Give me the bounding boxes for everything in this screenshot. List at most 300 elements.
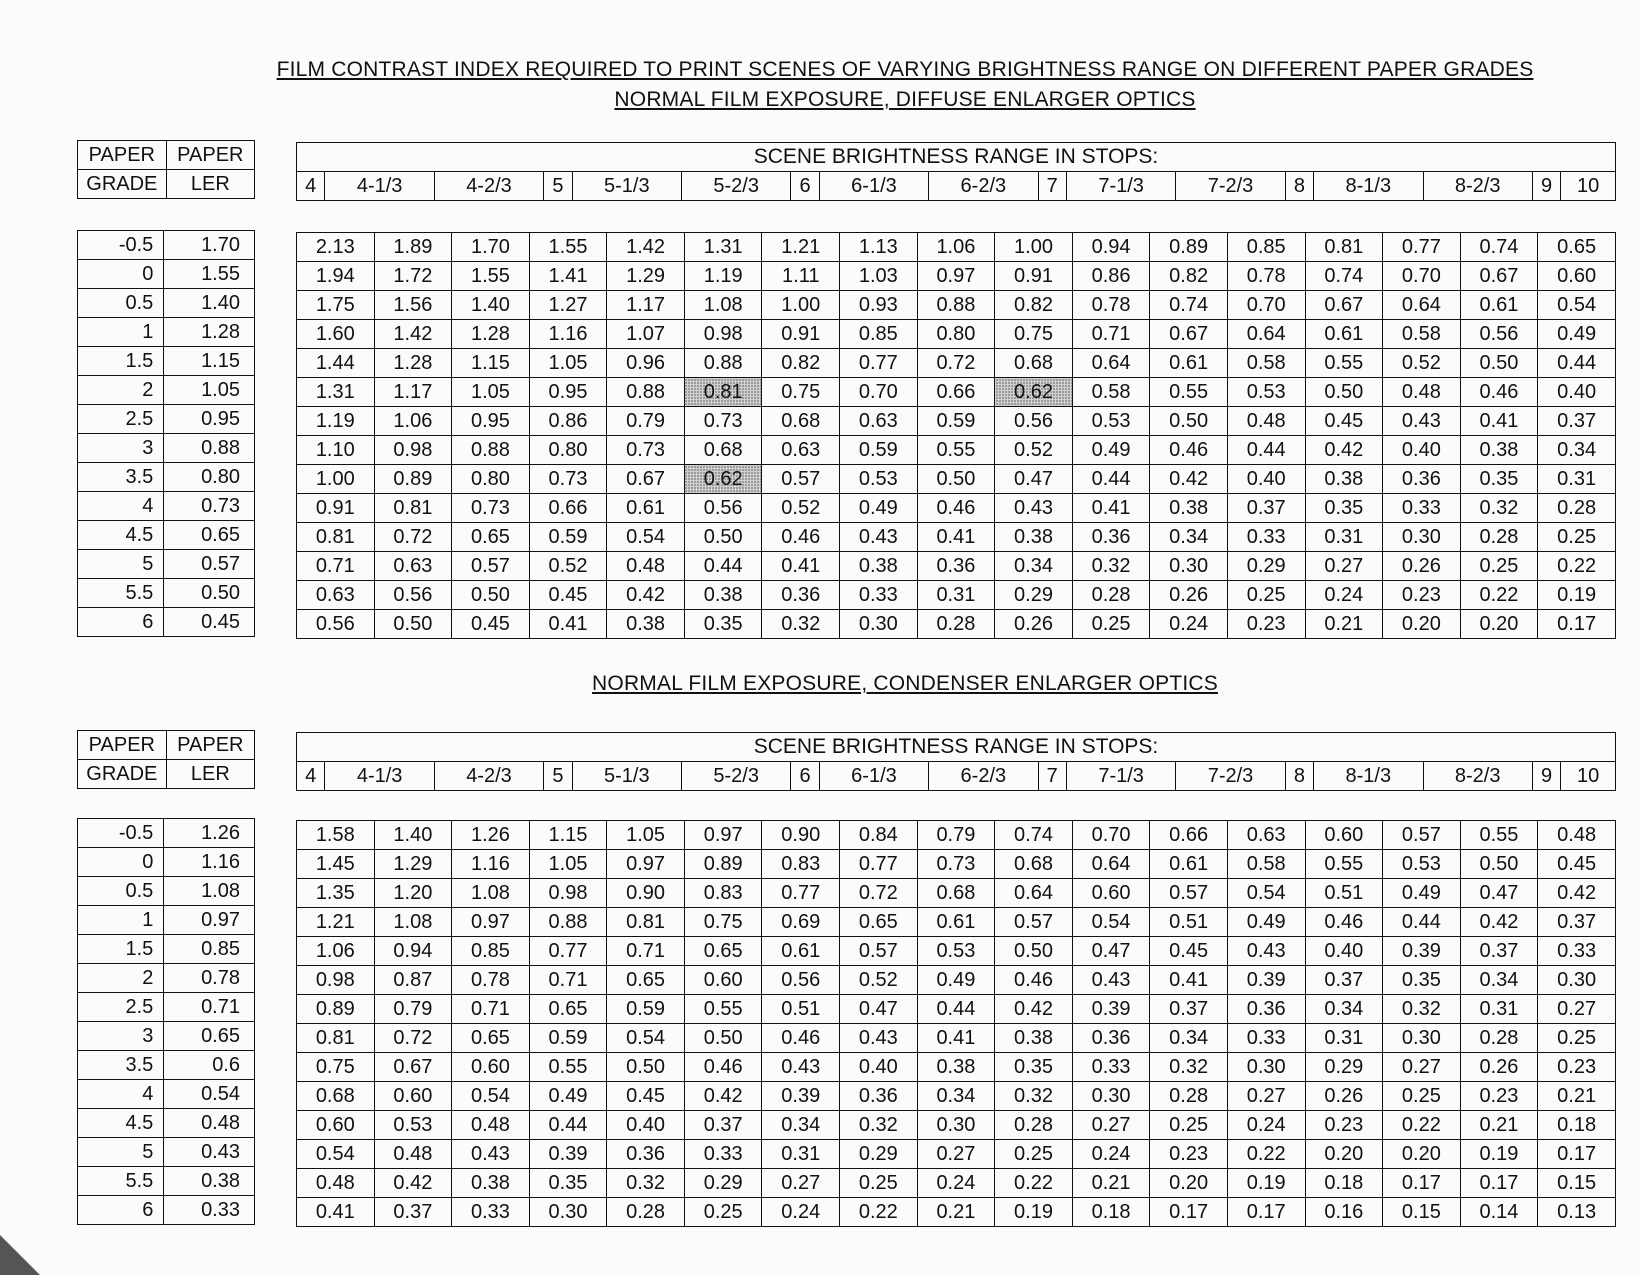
contrast-index-cell: 0.54 (607, 523, 685, 552)
contrast-row (297, 523, 1616, 552)
contrast-index-cell: 0.52 (762, 494, 840, 523)
contrast-index-cell: 0.22 (995, 1169, 1073, 1198)
contrast-index-cell: 0.31 (1538, 465, 1616, 494)
contrast-index-cell: 0.73 (684, 407, 762, 436)
contrast-index-cell: 0.81 (297, 1024, 375, 1053)
contrast-index-cell: 0.38 (1460, 436, 1538, 465)
contrast-index-cell: 0.47 (1072, 937, 1150, 966)
contrast-index-cell: 0.52 (995, 436, 1073, 465)
contrast-index-cell: 0.85 (452, 937, 530, 966)
grade-row (78, 289, 255, 318)
contrast-index-cell: 0.15 (1383, 1198, 1461, 1227)
contrast-index-cell: 0.65 (607, 966, 685, 995)
contrast-index-cell: 1.55 (529, 233, 607, 262)
paper-ler: 0.33 (164, 1196, 255, 1225)
contrast-index-cell: 0.43 (762, 1053, 840, 1082)
contrast-index-cell: 0.34 (1460, 966, 1538, 995)
contrast-row (297, 233, 1616, 262)
contrast-index-cell: 0.67 (1460, 262, 1538, 291)
stop-header: 7-2/3 (1176, 172, 1285, 201)
paper-grade: 1.5 (78, 935, 164, 964)
contrast-index-cell: 0.18 (1305, 1169, 1383, 1198)
contrast-index-cell: 0.32 (1150, 1053, 1228, 1082)
contrast-index-cell: 0.86 (1072, 262, 1150, 291)
contrast-index-cell: 0.37 (1538, 908, 1616, 937)
header-paper: PAPER (78, 731, 167, 760)
stop-header: 7-2/3 (1176, 762, 1285, 791)
contrast-index-cell: 0.25 (1150, 1111, 1228, 1140)
stop-header: 6-2/3 (929, 762, 1038, 791)
stop-header: 6-2/3 (929, 172, 1038, 201)
grade-row (78, 935, 255, 964)
contrast-index-cell: 0.34 (1538, 436, 1616, 465)
contrast-index-cell: 0.35 (1460, 465, 1538, 494)
contrast-row (297, 1169, 1616, 1198)
paper-grade: 5 (78, 550, 164, 579)
contrast-index-cell: 0.24 (762, 1198, 840, 1227)
stops-caption: SCENE BRIGHTNESS RANGE IN STOPS: (297, 733, 1616, 762)
contrast-index-cell: 0.91 (995, 262, 1073, 291)
contrast-index-cell: 0.78 (1227, 262, 1305, 291)
contrast-index-cell: 0.81 (1305, 233, 1383, 262)
contrast-index-cell: 0.59 (917, 407, 995, 436)
contrast-index-cell: 0.97 (452, 908, 530, 937)
stop-header: 7 (1038, 762, 1066, 791)
contrast-row (297, 378, 1616, 407)
contrast-index-cell: 0.61 (1150, 349, 1228, 378)
grade-row (78, 993, 255, 1022)
contrast-row (297, 1198, 1616, 1227)
contrast-index-cell: 0.22 (1227, 1140, 1305, 1169)
paper-ler: 1.40 (164, 289, 255, 318)
contrast-index-cell: 0.75 (684, 908, 762, 937)
contrast-index-cell: 0.50 (995, 937, 1073, 966)
contrast-index-cell: 0.49 (1538, 320, 1616, 349)
contrast-index-cell: 1.06 (297, 937, 375, 966)
contrast-index-cell: 0.39 (1383, 937, 1461, 966)
contrast-index-cell: 1.11 (762, 262, 840, 291)
contrast-index-cell: 0.59 (529, 523, 607, 552)
contrast-index-cell: 0.18 (1072, 1198, 1150, 1227)
contrast-row (297, 262, 1616, 291)
contrast-index-cell: 0.50 (1460, 850, 1538, 879)
contrast-index-cell: 0.33 (1383, 494, 1461, 523)
contrast-index-cell: 0.53 (917, 937, 995, 966)
contrast-index-cell: 0.52 (1383, 349, 1461, 378)
contrast-index-cell: 0.46 (1150, 436, 1228, 465)
contrast-index-cell: 0.48 (607, 552, 685, 581)
contrast-index-cell: 0.53 (1227, 378, 1305, 407)
grade-row (78, 1080, 255, 1109)
contrast-row (297, 494, 1616, 523)
paper-ler: 0.57 (164, 550, 255, 579)
contrast-index-cell: 1.75 (297, 291, 375, 320)
contrast-index-cell: 0.22 (1538, 552, 1616, 581)
contrast-index-cell: 0.23 (1460, 1082, 1538, 1111)
contrast-index-cell: 0.19 (995, 1198, 1073, 1227)
contrast-index-cell: 0.36 (1072, 1024, 1150, 1053)
contrast-index-cell: 1.19 (684, 262, 762, 291)
header-grade: GRADE (78, 170, 167, 199)
header-grade: GRADE (78, 760, 167, 789)
contrast-index-cell: 0.45 (607, 1082, 685, 1111)
contrast-index-cell: 0.89 (1150, 233, 1228, 262)
stop-header: 4-2/3 (434, 762, 543, 791)
contrast-index-cell: 0.37 (1305, 966, 1383, 995)
contrast-index-cell: 0.97 (607, 850, 685, 879)
header-paper: PAPER (166, 731, 254, 760)
contrast-index-cell: 0.57 (1150, 879, 1228, 908)
contrast-index-cell: 1.58 (297, 821, 375, 850)
contrast-index-cell: 0.78 (1072, 291, 1150, 320)
contrast-index-cell: 0.42 (1460, 908, 1538, 937)
contrast-row (297, 1111, 1616, 1140)
contrast-index-cell: 0.56 (684, 494, 762, 523)
contrast-index-cell: 0.89 (297, 995, 375, 1024)
contrast-index-cell: 0.47 (1460, 879, 1538, 908)
paper-grade: 0.5 (78, 877, 164, 906)
contrast-index-cell: 0.55 (1305, 850, 1383, 879)
contrast-index-cell: 0.48 (1538, 821, 1616, 850)
contrast-index-cell: 0.51 (1305, 879, 1383, 908)
scan-corner-mark (0, 1235, 40, 1275)
contrast-index-cell: 0.44 (1072, 465, 1150, 494)
contrast-index-cell: 0.49 (840, 494, 918, 523)
contrast-index-cell: 0.33 (1227, 523, 1305, 552)
contrast-index-cell: 0.82 (762, 349, 840, 378)
stop-header: 8 (1285, 172, 1313, 201)
contrast-index-cell: 0.38 (607, 610, 685, 639)
contrast-index-cell: 0.20 (1383, 1140, 1461, 1169)
contrast-index-cell: 0.35 (1305, 494, 1383, 523)
contrast-index-cell: 0.32 (1383, 995, 1461, 1024)
contrast-index-cell: 0.78 (452, 966, 530, 995)
contrast-index-cell: 0.66 (917, 378, 995, 407)
contrast-index-cell: 1.05 (452, 378, 530, 407)
contrast-index-cell: 0.23 (1227, 610, 1305, 639)
contrast-row (297, 291, 1616, 320)
contrast-index-cell: 0.74 (995, 821, 1073, 850)
contrast-index-cell: 0.23 (1538, 1053, 1616, 1082)
contrast-row (297, 995, 1616, 1024)
grade-row (78, 463, 255, 492)
paper-grade: -0.5 (78, 231, 164, 260)
grade-row (78, 579, 255, 608)
contrast-index-cell: 0.30 (1538, 966, 1616, 995)
contrast-index-cell: 0.42 (374, 1169, 452, 1198)
paper-ler: 1.15 (164, 347, 255, 376)
stop-header: 6-1/3 (819, 172, 928, 201)
document-title: FILM CONTRAST INDEX REQUIRED TO PRINT SCENES OF VARYING BRIGHTNESS RANGE ON DIFFERENT PAPER GRADES (276, 58, 1534, 81)
contrast-index-cell: 0.43 (840, 523, 918, 552)
contrast-index-cell: 0.81 (684, 378, 762, 407)
contrast-index-cell: 0.33 (1227, 1024, 1305, 1053)
contrast-index-cell: 0.34 (1305, 995, 1383, 1024)
contrast-index-cell: 1.31 (684, 233, 762, 262)
contrast-row (297, 1140, 1616, 1169)
contrast-index-cell: 0.54 (607, 1024, 685, 1053)
contrast-index-cell: 0.40 (1383, 436, 1461, 465)
contrast-index-cell: 0.79 (917, 821, 995, 850)
contrast-index-cell: 0.55 (917, 436, 995, 465)
contrast-index-cell: 0.67 (374, 1053, 452, 1082)
contrast-index-cell: 0.81 (607, 908, 685, 937)
contrast-index-cell: 0.63 (840, 407, 918, 436)
contrast-index-cell: 0.73 (607, 436, 685, 465)
contrast-index-cell: 0.30 (840, 610, 918, 639)
stop-header: 5-1/3 (572, 172, 681, 201)
paper-ler: 0.78 (164, 964, 255, 993)
contrast-index-cell: 0.31 (1460, 995, 1538, 1024)
contrast-index-cell: 0.42 (995, 995, 1073, 1024)
contrast-index-cell: 0.54 (297, 1140, 375, 1169)
contrast-index-cell: 0.42 (1150, 465, 1228, 494)
contrast-index-cell: 0.40 (1305, 937, 1383, 966)
contrast-index-cell: 0.59 (840, 436, 918, 465)
contrast-index-cell: 0.25 (1538, 523, 1616, 552)
contrast-index-cell: 0.35 (529, 1169, 607, 1198)
contrast-index-cell: 0.46 (1305, 908, 1383, 937)
contrast-index-cell: 1.05 (529, 349, 607, 378)
contrast-index-cell: 0.27 (762, 1169, 840, 1198)
contrast-index-cell: 0.46 (762, 523, 840, 552)
contrast-index-cell: 0.37 (1227, 494, 1305, 523)
contrast-index-cell: 1.28 (452, 320, 530, 349)
contrast-index-cell: 0.48 (297, 1169, 375, 1198)
stop-header: 8-1/3 (1314, 172, 1423, 201)
contrast-index-cell: 0.29 (684, 1169, 762, 1198)
contrast-index-cell: 0.50 (1150, 407, 1228, 436)
contrast-index-cell: 0.72 (374, 1024, 452, 1053)
contrast-index-cell: 0.35 (684, 610, 762, 639)
stops-caption: SCENE BRIGHTNESS RANGE IN STOPS: (297, 143, 1616, 172)
contrast-index-cell: 1.06 (917, 233, 995, 262)
contrast-index-cell: 0.43 (1072, 966, 1150, 995)
contrast-index-cell: 0.88 (917, 291, 995, 320)
contrast-index-cell: 0.98 (374, 436, 452, 465)
contrast-index-cell: 0.25 (1460, 552, 1538, 581)
contrast-index-cell: 0.50 (684, 1024, 762, 1053)
contrast-index-cell: 1.08 (684, 291, 762, 320)
contrast-index-cell: 0.69 (762, 908, 840, 937)
contrast-index-cell: 0.71 (452, 995, 530, 1024)
contrast-index-cell: 0.32 (995, 1082, 1073, 1111)
contrast-index-cell: 0.24 (1150, 610, 1228, 639)
contrast-index-cell: 0.96 (607, 349, 685, 378)
contrast-index-cell: 0.56 (297, 610, 375, 639)
contrast-index-cell: 0.43 (995, 494, 1073, 523)
contrast-index-cell: 1.16 (452, 850, 530, 879)
contrast-index-cell: 0.27 (1227, 1082, 1305, 1111)
contrast-index-cell: 1.15 (452, 349, 530, 378)
contrast-index-cell: 0.36 (1383, 465, 1461, 494)
contrast-index-cell: 0.28 (1072, 581, 1150, 610)
contrast-index-cell: 0.20 (1460, 610, 1538, 639)
contrast-index-cell: 0.41 (917, 523, 995, 552)
stop-header: 6-1/3 (819, 762, 928, 791)
paper-grade: 0 (78, 848, 164, 877)
contrast-index-cell: 0.58 (1227, 349, 1305, 378)
section-2-contrast-table (296, 820, 1616, 1227)
contrast-index-cell: 0.65 (529, 995, 607, 1024)
contrast-index-cell: 0.28 (995, 1111, 1073, 1140)
contrast-index-cell: 0.40 (1538, 378, 1616, 407)
contrast-index-cell: 0.21 (1072, 1169, 1150, 1198)
contrast-index-cell: 0.68 (995, 850, 1073, 879)
contrast-index-cell: 0.28 (917, 610, 995, 639)
contrast-index-cell: 0.89 (374, 465, 452, 494)
paper-ler: 0.43 (164, 1138, 255, 1167)
contrast-index-cell: 0.53 (1383, 850, 1461, 879)
paper-grade: 1 (78, 906, 164, 935)
contrast-index-cell: 1.27 (529, 291, 607, 320)
stop-header: 10 (1561, 172, 1616, 201)
contrast-index-cell: 0.70 (840, 378, 918, 407)
contrast-index-cell: 0.47 (840, 995, 918, 1024)
contrast-row (297, 581, 1616, 610)
contrast-index-cell: 0.98 (297, 966, 375, 995)
contrast-index-cell: 0.60 (1538, 262, 1616, 291)
contrast-index-cell: 0.45 (1150, 937, 1228, 966)
section-1-subtitle: NORMAL FILM EXPOSURE, DIFFUSE ENLARGER OPTICS (614, 88, 1196, 111)
paper-grade: 3.5 (78, 1051, 164, 1080)
contrast-index-cell: 0.38 (684, 581, 762, 610)
contrast-index-cell: 0.77 (840, 850, 918, 879)
contrast-index-cell: 0.31 (1305, 1024, 1383, 1053)
contrast-index-cell: 0.52 (529, 552, 607, 581)
contrast-index-cell: 1.21 (297, 908, 375, 937)
grade-row (78, 1022, 255, 1051)
contrast-index-cell: 1.56 (374, 291, 452, 320)
contrast-index-cell: 0.73 (452, 494, 530, 523)
grade-row (78, 877, 255, 906)
stop-header: 8 (1285, 762, 1313, 791)
grade-row (78, 347, 255, 376)
contrast-index-cell: 1.10 (297, 436, 375, 465)
header-paper: PAPER (78, 141, 167, 170)
paper-grade: 2 (78, 964, 164, 993)
contrast-index-cell: 0.42 (1538, 879, 1616, 908)
contrast-index-cell: 1.21 (762, 233, 840, 262)
section-2-left-header (77, 730, 255, 789)
contrast-index-cell: 1.60 (297, 320, 375, 349)
paper-ler: 0.95 (164, 405, 255, 434)
contrast-index-cell: 0.70 (1383, 262, 1461, 291)
stop-header: 4-1/3 (325, 762, 434, 791)
contrast-row (297, 407, 1616, 436)
contrast-index-cell: 0.55 (1305, 349, 1383, 378)
contrast-index-cell: 0.71 (297, 552, 375, 581)
contrast-index-cell: 0.41 (1072, 494, 1150, 523)
contrast-index-cell: 0.24 (1072, 1140, 1150, 1169)
contrast-index-cell: 0.39 (529, 1140, 607, 1169)
contrast-index-cell: 0.88 (607, 378, 685, 407)
contrast-index-cell: 0.67 (1150, 320, 1228, 349)
contrast-index-cell: 0.44 (1227, 436, 1305, 465)
contrast-index-cell: 0.54 (1227, 879, 1305, 908)
contrast-index-cell: 0.50 (1460, 349, 1538, 378)
contrast-index-cell: 0.19 (1227, 1169, 1305, 1198)
contrast-index-cell: 0.29 (1305, 1053, 1383, 1082)
contrast-index-cell: 0.16 (1305, 1198, 1383, 1227)
contrast-index-cell: 0.97 (684, 821, 762, 850)
contrast-index-cell: 0.51 (1150, 908, 1228, 937)
contrast-index-cell: 1.17 (607, 291, 685, 320)
contrast-index-cell: 0.54 (1072, 908, 1150, 937)
contrast-index-cell: 0.74 (1150, 291, 1228, 320)
contrast-index-cell: 1.00 (762, 291, 840, 320)
section-1-left-header (77, 140, 255, 199)
contrast-index-cell: 0.28 (1460, 1024, 1538, 1053)
contrast-index-cell: 1.06 (374, 407, 452, 436)
contrast-index-cell: 0.17 (1538, 610, 1616, 639)
contrast-index-cell: 0.38 (917, 1053, 995, 1082)
contrast-index-cell: 0.38 (1305, 465, 1383, 494)
stop-header: 7-1/3 (1066, 762, 1175, 791)
stop-header: 8-1/3 (1314, 762, 1423, 791)
contrast-index-cell: 0.57 (995, 908, 1073, 937)
contrast-index-cell: 0.53 (374, 1111, 452, 1140)
contrast-index-cell: 1.20 (374, 879, 452, 908)
contrast-index-cell: 0.44 (1383, 908, 1461, 937)
paper-ler: 0.85 (164, 935, 255, 964)
contrast-index-cell: 0.22 (840, 1198, 918, 1227)
contrast-index-cell: 0.61 (762, 937, 840, 966)
contrast-index-cell: 1.17 (374, 378, 452, 407)
contrast-index-cell: 0.95 (529, 378, 607, 407)
grade-row (78, 550, 255, 579)
contrast-index-cell: 0.70 (1227, 291, 1305, 320)
contrast-index-cell: 0.20 (1383, 610, 1461, 639)
contrast-index-cell: 0.57 (452, 552, 530, 581)
contrast-row (297, 879, 1616, 908)
contrast-index-cell: 0.29 (840, 1140, 918, 1169)
paper-grade: 6 (78, 608, 164, 637)
contrast-index-cell: 0.36 (917, 552, 995, 581)
contrast-index-cell: 0.73 (529, 465, 607, 494)
contrast-index-cell: 0.22 (1383, 1111, 1461, 1140)
contrast-index-cell: 0.84 (840, 821, 918, 850)
contrast-index-cell: 0.93 (840, 291, 918, 320)
contrast-row (297, 821, 1616, 850)
contrast-index-cell: 0.71 (1072, 320, 1150, 349)
contrast-index-cell: 0.50 (917, 465, 995, 494)
contrast-index-cell: 0.37 (1150, 995, 1228, 1024)
contrast-index-cell: 0.39 (1227, 966, 1305, 995)
grade-row (78, 376, 255, 405)
contrast-index-cell: 0.46 (995, 966, 1073, 995)
contrast-index-cell: 0.14 (1460, 1198, 1538, 1227)
contrast-index-cell: 0.29 (1227, 552, 1305, 581)
contrast-index-cell: 0.88 (684, 349, 762, 378)
contrast-index-cell: 1.94 (297, 262, 375, 291)
contrast-index-cell: 0.41 (917, 1024, 995, 1053)
contrast-index-cell: 0.75 (762, 378, 840, 407)
contrast-index-cell: 0.24 (1227, 1111, 1305, 1140)
grade-row (78, 1167, 255, 1196)
paper-ler: 1.26 (164, 819, 255, 848)
stop-header: 4 (297, 172, 325, 201)
contrast-index-cell: 0.39 (1072, 995, 1150, 1024)
contrast-index-cell: 1.05 (529, 850, 607, 879)
contrast-row (297, 850, 1616, 879)
stop-header: 4-1/3 (325, 172, 434, 201)
contrast-index-cell: 0.58 (1227, 850, 1305, 879)
contrast-index-cell: 0.56 (374, 581, 452, 610)
contrast-index-cell: 0.23 (1383, 581, 1461, 610)
contrast-index-cell: 0.65 (452, 1024, 530, 1053)
contrast-index-cell: 0.39 (762, 1082, 840, 1111)
